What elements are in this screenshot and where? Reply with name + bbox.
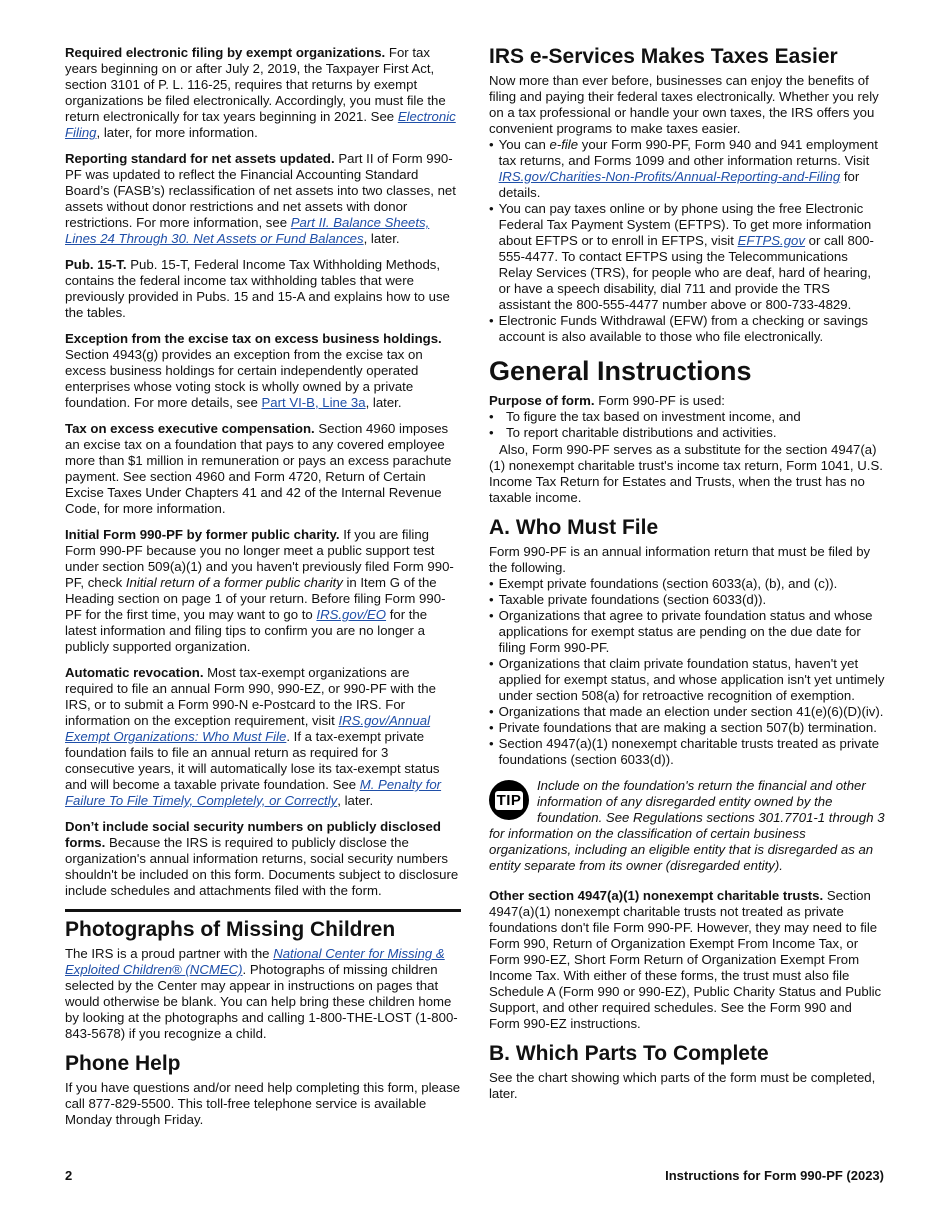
footer-title: Instructions for Form 990-PF (2023)	[665, 1168, 884, 1183]
paragraph-social-security-numbers: Don’t include social security numbers on publicly disclosed forms. Because the IRS is required to publicly disclose the organization's annual information returns, social security numbers shouldn't be included on this form. Documents subject to disclosure include schedules and attachments filed with the form.	[65, 819, 459, 898]
tip-box	[489, 778, 885, 874]
link-eftps-gov[interactable]: EFTPS.gov	[737, 233, 805, 248]
paragraph-net-assets: Reporting standard for net assets updated. Part II of Form 990-PF was updated to reflect the Financial Accounting Standard Board’s (FASB’s) reclassification of net assets into two classes, net assets without donor restrictions and net assets with donor restrictions. For more information, see Part II. Balance Sheets, Lines 24 Through 30. Net Assets or Fund Balances, later.	[65, 151, 456, 246]
bullet: •	[489, 576, 494, 591]
heading-electronic-filing: Required electronic filing by exempt organizations.	[65, 45, 386, 60]
bullet: •	[489, 656, 494, 671]
paragraph-automatic-revocation: Automatic revocation. Most tax-exempt organizations are required to file an annual Form 990, 990-EZ, or 990-PF with the IRS, or to submit a Form 990-N e-Postcard to the IRS. For information on the exception requirement, visit IRS.gov/Annual Exempt Organizations: Who Must File. If a tax-exempt private foundation fails to file an annual return as required for 3 consecutive years, it will automatically lose its tax-exempt status and will become a taxable private foundation. See M. Penalty for Failure To File Timely, Completely, or Correctly, later.	[65, 665, 442, 808]
list-item: • Taxable private foundations (section 6033(d)).	[489, 592, 767, 607]
heading-e-services: IRS e-Services Makes Taxes Easier	[489, 45, 838, 68]
list-item: • Organizations that agree to private foundation status and whose applications for exempt status are pending on the due date for filing Form 990-PF.	[489, 608, 873, 655]
bullet: •	[489, 137, 494, 152]
paragraph-other-trusts: Other section 4947(a)(1) nonexempt charitable trusts. Section 4947(a)(1) nonexempt charitable trusts not treated as private foundations don't file Form 990-PF. However, they may need to file Form 990, Return of Organization Exempt From Income Tax, or Form 990-EZ, Short Form Return of Organization Exempt From Income Tax. With either of these forms, the trust must also file Schedule A (Form 990 or 990-EZ), Public Charity Status and Public Support, and other required schedules. See the Form 990 and Form 990-EZ instructions.	[489, 888, 882, 1031]
paragraph-pub-15t: Pub. 15-T. Pub. 15-T, Federal Income Tax Withholding Methods, contains the federal income tax withholding tables that were previously provided in Pubs. 15 and 15-A and explains how to use the tables.	[65, 257, 450, 320]
list-item: • Private foundations that are making a section 507(b) termination.	[489, 720, 877, 735]
paragraph-e-services-intro: Now more than ever before, businesses can enjoy the benefits of filing and paying their federal taxes electronically. Whether you rely on a tax professional or handle your own taxes, the IRS offers you convenient programs to make taxes easier.	[489, 73, 879, 136]
list-item: • Section 4947(a)(1) nonexempt charitable trusts treated as private foundations (section 6033(d)).	[489, 736, 880, 767]
link-irs-gov-eo[interactable]: IRS.gov/EO	[316, 607, 387, 622]
right-column	[489, 45, 885, 1112]
heading-which-parts: B. Which Parts To Complete	[489, 1042, 769, 1065]
paragraph-substitute-for-1041: Also, Form 990-PF serves as a substitute for the section 4947(a)(1) nonexempt charitable trust's income tax return, Form 1041, U.S. Income Tax Return for Estates and Trusts, when the trust has no taxable income.	[489, 442, 883, 505]
heading-missing-children: Photographs of Missing Children	[65, 918, 396, 941]
link-electronic-filing[interactable]: Electronic Filing	[65, 109, 456, 140]
paragraph-which-parts: See the chart showing which parts of the form must be completed, later.	[489, 1070, 876, 1101]
list-item: • To report charitable distributions and activities.	[489, 425, 777, 440]
list-item: • You can e-file your Form 990-PF, Form 940 and 941 employment tax returns, and Forms 1099 and other information returns. Visit IRS.gov/Charities-Non-Profits/Annual-Reporting-and-Filing for details.	[489, 137, 878, 200]
heading-executive-compensation: Tax on excess executive compensation.	[65, 421, 315, 436]
list-item: • Organizations that claim private foundation status, haven't yet applied for exempt status, and whose application isn't yet untimely under section 508(a) for retroactive recognition of exemption.	[489, 656, 885, 703]
heading-former-public-charity: Initial Form 990-PF by former public charity.	[65, 527, 340, 542]
link-annual-exempt-organizations[interactable]: IRS.gov/Annual Exempt Organizations: Who Must File	[65, 713, 431, 744]
bullet: •	[489, 592, 494, 607]
paragraph-purpose-of-form: Purpose of form. Form 990-PF is used:	[489, 393, 725, 408]
section-divider	[65, 909, 461, 912]
heading-general-instructions: General Instructions	[489, 356, 752, 386]
paragraph-phone-help: If you have questions and/or need help completing this form, please call 877-829-5500. This toll-free telephone service is available Monday through Friday.	[65, 1080, 461, 1127]
paragraph-electronic-filing: Required electronic filing by exempt organizations. For tax years beginning on or after July 2, 2019, the Taxpayer First Act, section 3101 of P. L. 116-25, requires that returns by exempt organizations be filed electronically. Accordingly, you must file the return electronically for tax years beginning in 2021. See Electronic Filing, later, for more information.	[65, 45, 456, 140]
bullet: •	[489, 313, 494, 328]
heading-excess-business-holdings: Exception from the excise tax on excess business holdings.	[65, 331, 442, 346]
bullet: •	[489, 704, 494, 719]
heading-pub-15t: Pub. 15-T.	[65, 257, 127, 272]
paragraph-excess-business-holdings: Exception from the excise tax on excess business holdings. Section 4943(g) provides an exception from the excise tax on excess business holdings for certain independently operated enterprises whose voting stock is wholly owned by a private foundation. For more details, see Part VI-B, Line 3a, later.	[65, 331, 442, 410]
paragraph-who-must-file-intro: Form 990-PF is an annual information return that must be filed by the following.	[489, 544, 871, 575]
paragraph-missing-children: The IRS is a proud partner with the National Center for Missing & Exploited Children® (NCMEC). Photographs of missing children selected by the Center may appear in instructions on pages that would otherwise be blank. You can help bring these children home by looking at the photographs and calling 1-800-THE-LOST (1-800-843-5678) if you recognize a child.	[65, 946, 458, 1041]
heading-phone-help: Phone Help	[65, 1052, 181, 1075]
link-part-ii-balance-sheets[interactable]: Part II. Balance Sheets, Lines 24 Through 30. Net Assets or Fund Balances	[65, 215, 430, 246]
list-item: • Electronic Funds Withdrawal (EFW) from a checking or savings account is also available to those who file electronically.	[489, 313, 868, 344]
bullet: •	[489, 409, 494, 424]
heading-net-assets: Reporting standard for net assets updated.	[65, 151, 335, 166]
heading-automatic-revocation: Automatic revocation.	[65, 665, 204, 680]
tip-text: Include on the foundation's return the financial and other information of any disregarded entity owned by the foundation. See Regulations sections 301.7701-1 through 3 for information on the classification of certain business organizations, including an eligible entity that is disregarded as an entity separate from its owner (disregarded entity).	[489, 778, 885, 873]
bullet: •	[489, 736, 494, 751]
bullet: •	[489, 201, 494, 216]
list-item: • Exempt private foundations (section 6033(a), (b), and (c)).	[489, 576, 838, 591]
bullet: •	[489, 720, 494, 735]
list-item: • You can pay taxes online or by phone using the free Electronic Federal Tax Payment System (EFTPS). To get more information about EFTPS or to enroll in EFTPS, visit EFTPS.gov or call 800-555-4477. To contact EFTPS using the Telecommunications Relay Services (TRS), for people who are deaf, hard of hearing, or have a speech disability, dial 711 and provide the TRS assistant the 800-555-4477 number above or 800-733-4829.	[489, 201, 874, 312]
heading-other-trusts: Other section 4947(a)(1) nonexempt charitable trusts.	[489, 888, 824, 903]
list-item: • To figure the tax based on investment income, and	[489, 409, 801, 424]
link-irs-charities-annual-reporting[interactable]: IRS.gov/Charities-Non-Profits/Annual-Reporting-and-Filing	[498, 169, 841, 184]
heading-purpose-of-form: Purpose of form.	[489, 393, 595, 408]
paragraph-former-public-charity: Initial Form 990-PF by former public charity. If you are filing Form 990-PF because you no longer meet a public support test under section 509(a)(1) and you haven't previously filed Form 990-PF, check Initial return of a former public charity in Item G of the Heading section on page 1 of your return. Before filing Form 990-PF for the first time, you may want to go to IRS.gov/EO for the latest information and filing tips to confirm you are no longer a publicly supported organization.	[65, 527, 454, 654]
heading-who-must-file: A. Who Must File	[489, 516, 659, 539]
heading-social-security-numbers: Don’t include social security numbers on publicly disclosed forms.	[65, 819, 441, 850]
bullet: •	[489, 608, 494, 623]
page-number: 2	[65, 1168, 73, 1183]
list-item: • Organizations that made an election under section 41(e)(6)(D)(iv).	[489, 704, 884, 719]
tip-icon: TIP	[489, 780, 529, 820]
left-column	[65, 45, 461, 1138]
link-ncmec[interactable]: National Center for Missing & Exploited Children® (NCMEC)	[65, 946, 445, 977]
link-part-vi-b-line-3a[interactable]: Part VI-B, Line 3a	[261, 395, 366, 410]
bullet: •	[489, 425, 494, 440]
link-penalty-failure-to-file[interactable]: M. Penalty for Failure To File Timely, Completely, or Correctly	[65, 777, 442, 808]
paragraph-executive-compensation: Tax on excess executive compensation. Section 4960 imposes an excise tax on a foundation that pays to any covered employee more than $1 million in remuneration or pays an excess parachute payment. See section 4960 and Form 4720, Return of Certain Excise Taxes Under Chapters 41 and 42 of the Internal Revenue Code, for more information.	[65, 421, 452, 516]
